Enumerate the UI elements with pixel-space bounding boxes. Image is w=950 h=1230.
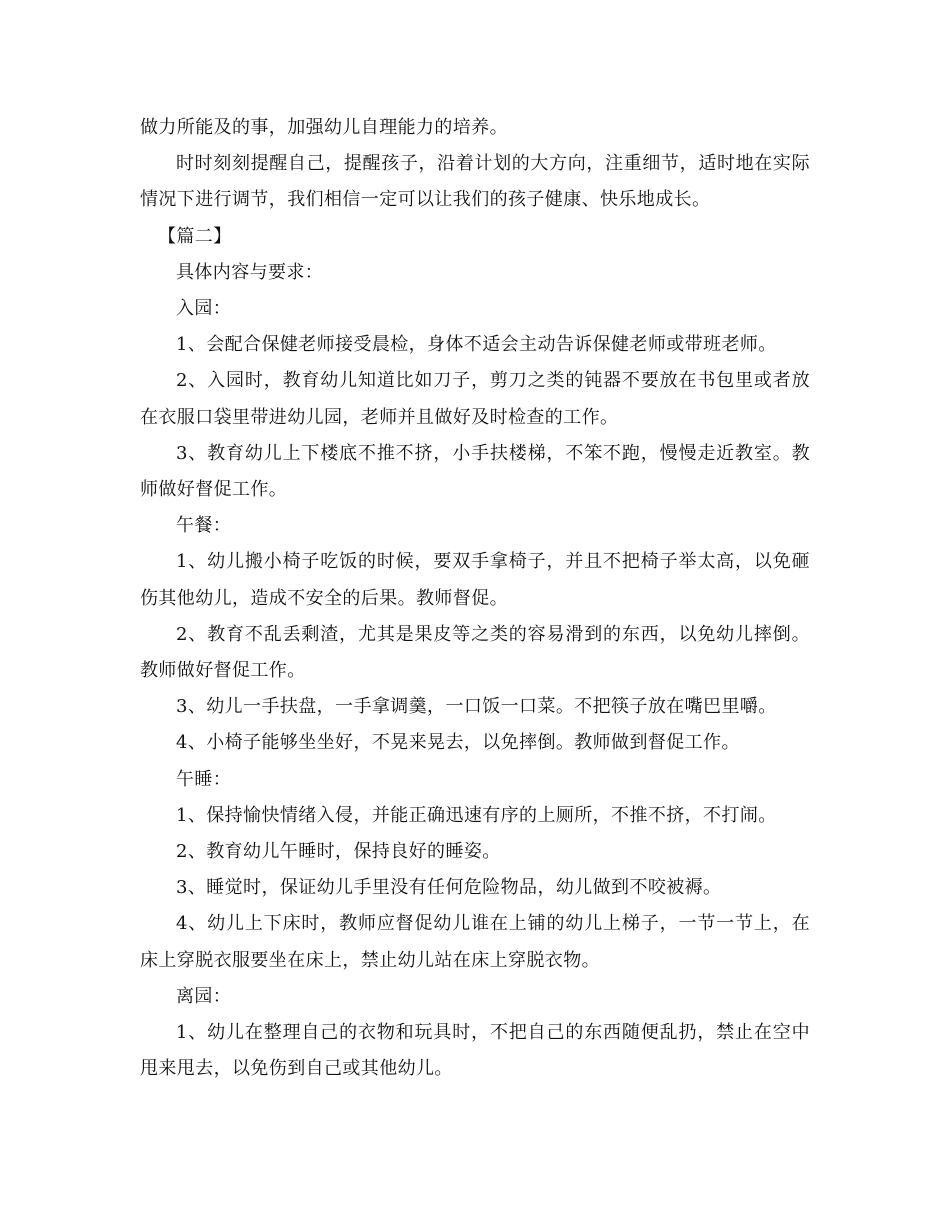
subheading-content-requirements: 具体内容与要求：	[176, 261, 324, 283]
list-item: 1、会配合保健老师接受晨检，身体不适会主动告诉保健老师或带班老师。	[176, 334, 777, 356]
list-item: 1、保持愉快情绪入侵，并能正确迅速有序的上厕所，不推不挤，不打闹。	[176, 804, 777, 826]
list-item: 1、幼儿在整理自己的衣物和玩具时，不把自己的东西随便乱扔，禁止在空中甩来甩去，以免伤到自己或其他幼儿。	[140, 1022, 810, 1080]
section-heading: 【篇二】	[158, 225, 232, 247]
subheading-nap: 午睡：	[176, 768, 232, 790]
list-item: 4、幼儿上下床时，教师应督促幼儿谁在上铺的幼儿上梯子，一节一节上，在床上穿脱衣服要坐在床上，禁止幼儿站在床上穿脱衣物。	[140, 913, 810, 971]
subheading-lunch: 午餐：	[176, 515, 232, 537]
paragraph-continuation: 做力所能及的事，加强幼儿自理能力的培养。	[140, 117, 508, 138]
list-item: 3、教育幼儿上下楼底不推不挤，小手扶楼梯，不笨不跑，慢慢走近教室。教师做好督促工作。	[140, 442, 810, 501]
list-item: 2、教育不乱丢剩渣，尤其是果皮等之类的容易滑到的东西，以免幼儿摔倒。教师做好督促工作。	[140, 623, 810, 682]
list-item: 3、幼儿一手扶盘，一手拿调羹，一口饭一口菜。不把筷子放在嘴巴里嚼。	[176, 696, 777, 718]
subheading-arrival: 入园：	[176, 298, 232, 320]
document-body	[140, 110, 810, 1087]
list-item: 3、睡觉时，保证幼儿手里没有任何危险物品，幼儿做到不咬被褥。	[176, 877, 722, 899]
list-item: 4、小椅子能够坐坐好，不晃来晃去，以免摔倒。教师做到督促工作。	[176, 732, 740, 754]
list-item: 2、教育幼儿午睡时，保持良好的睡姿。	[176, 841, 501, 863]
paragraph-reminder: 时时刻刻提醒自己，提醒孩子，沿着计划的大方向，注重细节，适时地在实际情况下进行调节，我们相信一定可以让我们的孩子健康、快乐地成长。	[140, 153, 810, 211]
list-item: 2、入园时，教育幼儿知道比如刀子，剪刀之类的钝器不要放在书包里或者放在衣服口袋里带进幼儿园，老师并且做好及时检查的工作。	[140, 370, 810, 428]
subheading-departure: 离园：	[176, 985, 232, 1007]
list-item: 1、幼儿搬小椅子吃饭的时候，要双手拿椅子，并且不把椅子举太高，以免砸伤其他幼儿，造成不安全的后果。教师督促。	[140, 551, 810, 609]
